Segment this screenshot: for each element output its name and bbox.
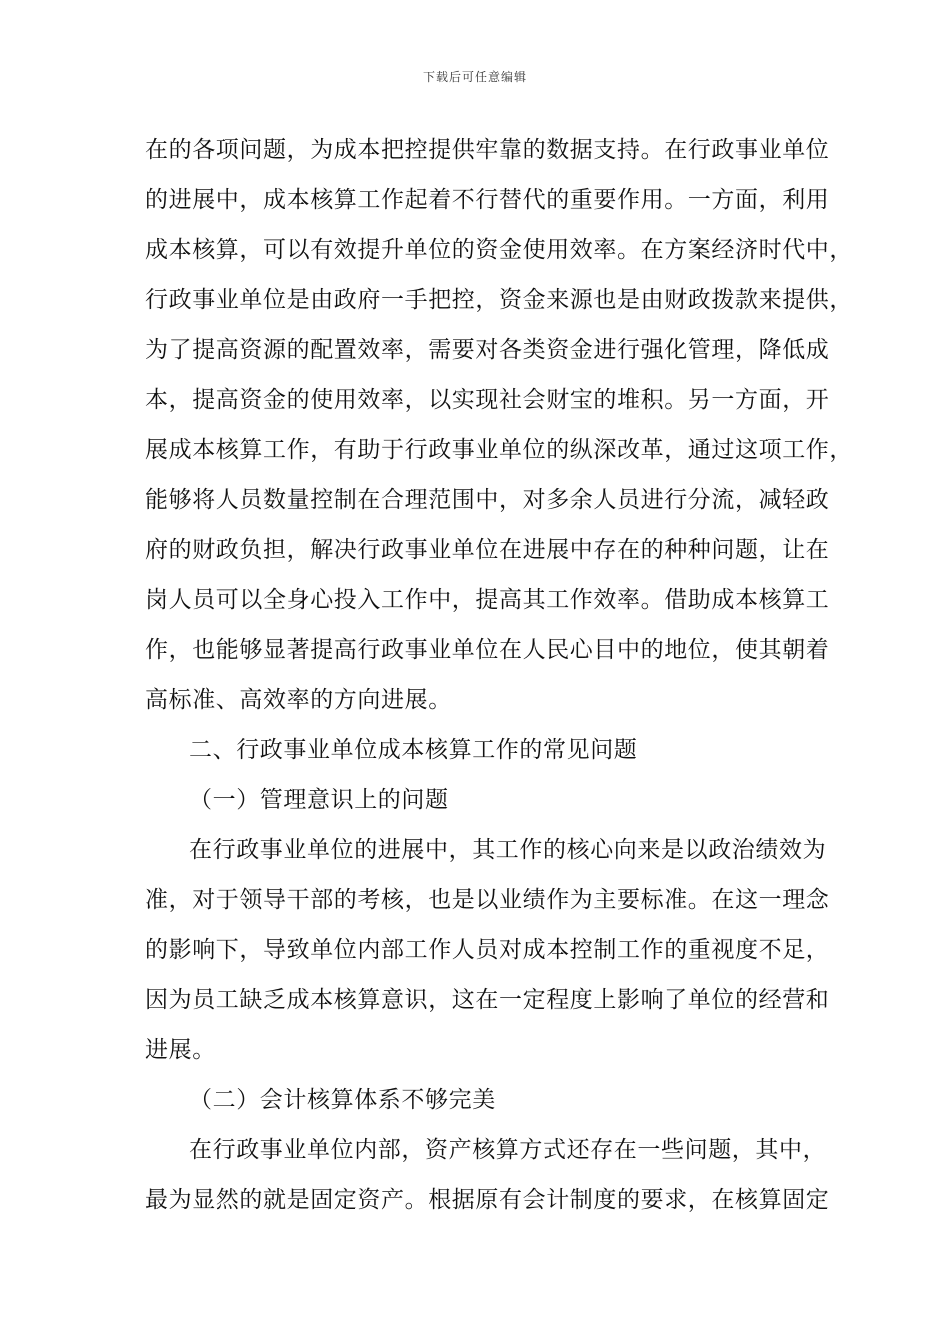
text-line: 因为员工缺乏成本核算意识，这在一定程度上影响了单位的经营和	[145, 987, 830, 1013]
text-line: 进展。	[145, 1037, 216, 1063]
document-body	[145, 125, 853, 1225]
text-line: 最为显然的就是固定资产。根据原有会计制度的要求，在核算固定	[145, 1187, 830, 1213]
text-line: 的进展中，成本核算工作起着不行替代的重要作用。一方面，利用	[145, 187, 830, 213]
text-line: 能够将人员数量控制在合理范围中，对多余人员进行分流，减轻政	[145, 487, 830, 513]
text-line: 本，提高资金的使用效率，以实现社会财宝的堆积。另一方面，开	[145, 387, 830, 413]
text-line: 的影响下，导致单位内部工作人员对成本控制工作的重视度不足，	[145, 937, 830, 963]
paragraph-1	[145, 125, 853, 725]
text-line: 岗人员可以全身心投入工作中，提高其工作效率。借助成本核算工	[145, 587, 830, 613]
text-line: 作，也能够显著提高行政事业单位在人民心目中的地位，使其朝着	[145, 637, 830, 663]
paragraph-3	[145, 1125, 830, 1225]
text-line: 在行政事业单位内部，资产核算方式还存在一些问题，其中，	[189, 1137, 827, 1163]
text-line: 行政事业单位是由政府一手把控，资金来源也是由财政拨款来提供，	[145, 287, 853, 313]
paragraph-2	[145, 825, 830, 1075]
section-heading: 二、行政事业单位成本核算工作的常见问题	[189, 737, 638, 763]
text-line: 在的各项问题，为成本把控提供牢靠的数据支持。在行政事业单位	[145, 137, 830, 163]
subsection-heading: （二）会计核算体系不够完美	[189, 1087, 496, 1113]
text-line: 展成本核算工作，有助于行政事业单位的纵深改革，通过这项工作，	[145, 437, 853, 463]
text-line: 准，对于领导干部的考核，也是以业绩作为主要标准。在这一理念	[145, 887, 830, 913]
text-line: 府的财政负担，解决行政事业单位在进展中存在的种种问题，让在	[145, 537, 830, 563]
header-note: 下载后可任意编辑	[422, 70, 527, 84]
text-line: 在行政事业单位的进展中，其工作的核心向来是以政治绩效为	[189, 837, 827, 863]
text-line: 为了提高资源的配置效率，需要对各类资金进行强化管理，降低成	[145, 337, 830, 363]
subsection-heading: （一）管理意识上的问题	[189, 787, 449, 813]
text-line: 高标准、高效率的方向进展。	[145, 687, 452, 713]
text-line: 成本核算，可以有效提升单位的资金使用效率。在方案经济时代中，	[145, 237, 853, 263]
